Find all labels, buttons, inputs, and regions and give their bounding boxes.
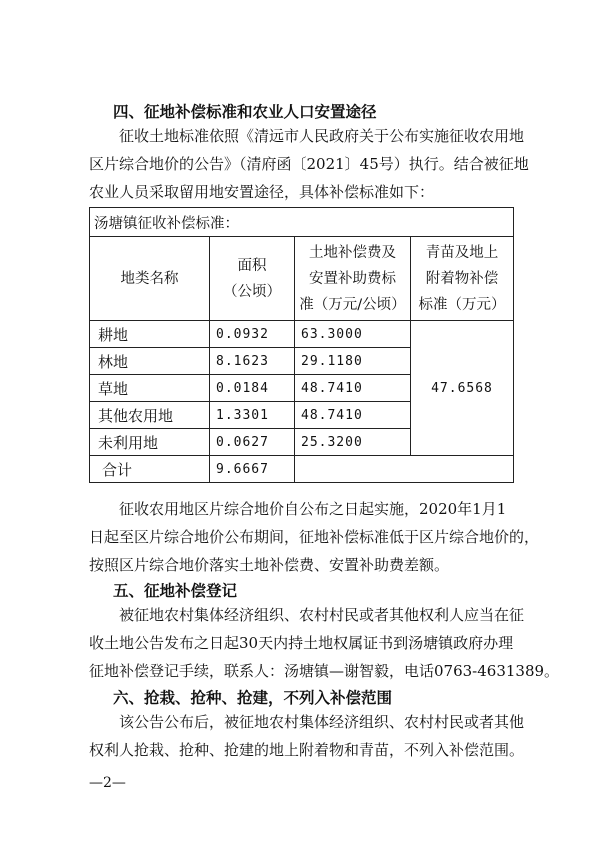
section-5-paragraph xyxy=(89,601,560,685)
cell-land-type: 未利用地 xyxy=(90,429,210,456)
paragraph-line: 征收农用地区片综合地价自公布之日起实施，2020年1月1 xyxy=(119,500,507,518)
cell-rate: 63.3000 xyxy=(295,321,411,348)
cell-empty xyxy=(295,456,514,483)
cell-rate: 29.1180 xyxy=(295,348,411,375)
cell-area: 0.0932 xyxy=(210,321,295,348)
cell-area: 0.0184 xyxy=(210,375,295,402)
section-6-paragraph xyxy=(89,708,525,764)
cell-rate: 48.7410 xyxy=(295,402,411,429)
paragraph-line: 收土地公告发布之日起30天内持土地权属证书到汤塘镇政府办理 xyxy=(89,634,514,652)
section-6-heading: 六、抢栽、抢种、抢建，不列入补偿范围 xyxy=(113,689,393,707)
section-5-heading: 五、征地补偿登记 xyxy=(113,582,238,600)
paragraph-line: 区片综合地价的公告》（清府函〔2021〕45号）执行。结合被征地 xyxy=(89,155,529,173)
section-4-paragraph xyxy=(89,122,529,206)
header-compensation-rate: 土地补偿费及 安置补助费标 准（万元/公顷） xyxy=(295,237,411,321)
cell-total-area: 9.6667 xyxy=(210,456,295,483)
cell-area: 1.3301 xyxy=(210,402,295,429)
section-4-heading: 四、征地补偿标准和农业人口安置途径 xyxy=(113,103,377,121)
table-row xyxy=(90,321,514,348)
paragraph-line: 按照区片综合地价落实土地补偿费、安置补助费差额。 xyxy=(89,556,450,574)
cell-area: 0.0627 xyxy=(210,429,295,456)
cell-land-type: 耕地 xyxy=(90,321,210,348)
table-total-row xyxy=(90,456,514,483)
paragraph-line: 征收土地标准依照《清远市人民政府关于公布实施征收农用地 xyxy=(119,127,525,145)
cell-land-type: 草地 xyxy=(90,375,210,402)
cell-land-type: 其他农用地 xyxy=(90,402,210,429)
cell-area: 8.1623 xyxy=(210,348,295,375)
paragraph-line: 日起至区片综合地价公布期间，征地补偿标准低于区片综合地价的， xyxy=(89,528,540,546)
paragraph-line: 权利人抢栽、抢种、抢建的地上附着物和青苗，不列入补偿范围。 xyxy=(89,741,525,759)
table-caption: 汤塘镇征收补偿标准： xyxy=(90,208,514,237)
paragraph-line: 农业人员采取留用地安置途径，具体补偿标准如下： xyxy=(89,183,435,201)
paragraph-line: 征地补偿登记手续，联系人：汤塘镇—谢智毅，电话0763-4631389。 xyxy=(89,662,560,680)
paragraph-line: 被征地农村集体经济组织、农村村民或者其他权利人应当在征 xyxy=(119,606,525,624)
paragraph-line: 该公告公布后，被征地农村集体经济组织、农村村民或者其他 xyxy=(119,713,525,731)
cell-total-label: 合计 xyxy=(90,456,210,483)
header-area: 面积 （公顷） xyxy=(210,237,295,321)
page-number: —2— xyxy=(89,775,126,791)
section-4-after-paragraph xyxy=(89,495,540,579)
header-land-type: 地类名称 xyxy=(90,237,210,321)
cell-land-type: 林地 xyxy=(90,348,210,375)
cell-crop-value: 47.6568 xyxy=(411,321,514,456)
header-crop-compensation: 青苗及地上 附着物补偿 标准（万元） xyxy=(411,237,514,321)
cell-rate: 25.3200 xyxy=(295,429,411,456)
compensation-table xyxy=(89,207,514,483)
cell-rate: 48.7410 xyxy=(295,375,411,402)
